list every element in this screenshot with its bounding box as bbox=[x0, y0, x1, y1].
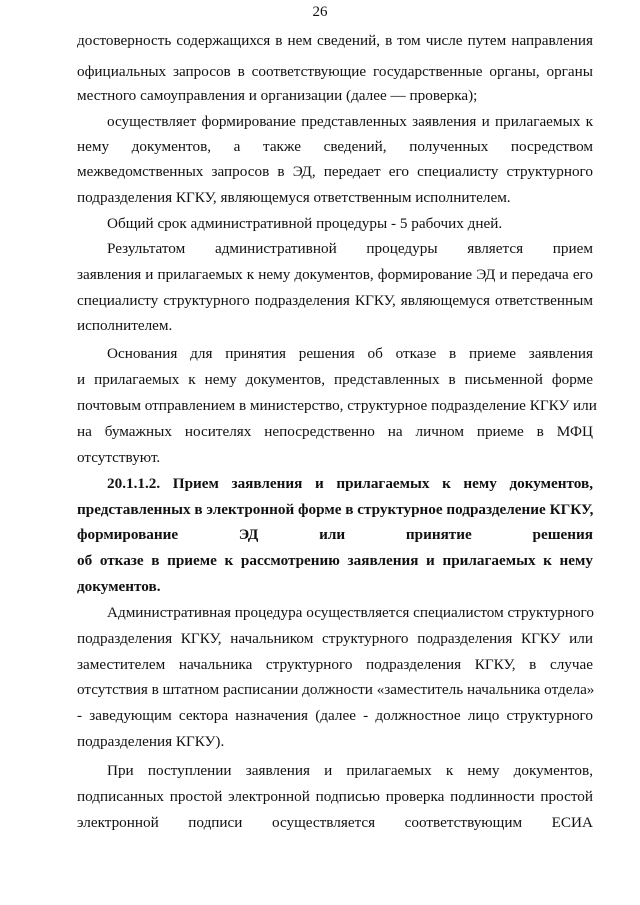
text-line: документов. bbox=[77, 578, 161, 595]
text-line: подразделения КГКУ). bbox=[77, 733, 225, 750]
text-line: Общий срок административной процедуры - 5 рабочих дней. bbox=[107, 215, 503, 232]
text-line: специалисту структурного подразделения КГКУ, являющемуся ответственным bbox=[77, 292, 593, 309]
text-line: подписанных простой электронной подписью проверка подлинности простой bbox=[77, 788, 593, 805]
text-line: подразделения КГКУ, являющемуся ответственным исполнителем. bbox=[77, 189, 511, 206]
text-line: исполнителем. bbox=[77, 317, 173, 334]
text-line: При поступлении заявления и прилагаемых к нему документов, bbox=[107, 762, 593, 779]
text-line: отсутствуют. bbox=[77, 449, 161, 466]
text-line: формирование ЭД или принятие решения bbox=[77, 526, 593, 543]
text-line: официальных запросов в соответствующие государственные органы, органы bbox=[77, 63, 593, 80]
text-line: представленных в электронной форме в структурное подразделение КГКУ, bbox=[77, 501, 594, 518]
text-line: Основания для принятия решения об отказе в приеме заявления bbox=[107, 345, 593, 362]
text-line: межведомственных запросов в ЭД, передает его специалисту структурного bbox=[77, 163, 593, 180]
text-line: достоверность содержащихся в нем сведений, в том числе путем направления bbox=[77, 32, 593, 49]
text-line: - заведующим сектора назначения (далее - должностное лицо структурного bbox=[77, 707, 593, 724]
text-line: электронной подписи осуществляется соответствующим ЕСИА bbox=[77, 814, 593, 831]
text-line: осуществляет формирование представленных заявления и прилагаемых к bbox=[107, 113, 593, 130]
text-line: и прилагаемых к нему документов, представленных в письменной форме bbox=[77, 371, 593, 388]
text-line: отсутствия в штатном расписании должности «заместитель начальника отдела» bbox=[77, 681, 595, 698]
text-line: заместителем начальника структурного подразделения КГКУ, в случае bbox=[77, 656, 593, 673]
text-line: на бумажных носителях непосредственно на личном приеме в МФЦ bbox=[77, 423, 593, 440]
text-line: подразделения КГКУ, начальником структурного подразделения КГКУ или bbox=[77, 630, 593, 647]
text-line: заявления и прилагаемых к нему документов, формирование ЭД и передача его bbox=[77, 266, 593, 283]
text-line: почтовым отправлением в министерство, структурное подразделение КГКУ или bbox=[77, 397, 597, 414]
text-line: Административная процедура осуществляется специалистом структурного bbox=[107, 604, 594, 621]
text-line: местного самоуправления и организации (далее — проверка); bbox=[77, 87, 478, 104]
text-line: об отказе в приеме к рассмотрению заявления и прилагаемых к нему bbox=[77, 552, 593, 569]
page-number: 26 bbox=[312, 4, 328, 20]
text-line: Результатом административной процедуры является прием bbox=[107, 240, 593, 257]
text-line: 20.1.1.2. Прием заявления и прилагаемых к нему документов, bbox=[107, 475, 593, 492]
text-line: нему документов, а также сведений, полученных посредством bbox=[77, 138, 593, 155]
